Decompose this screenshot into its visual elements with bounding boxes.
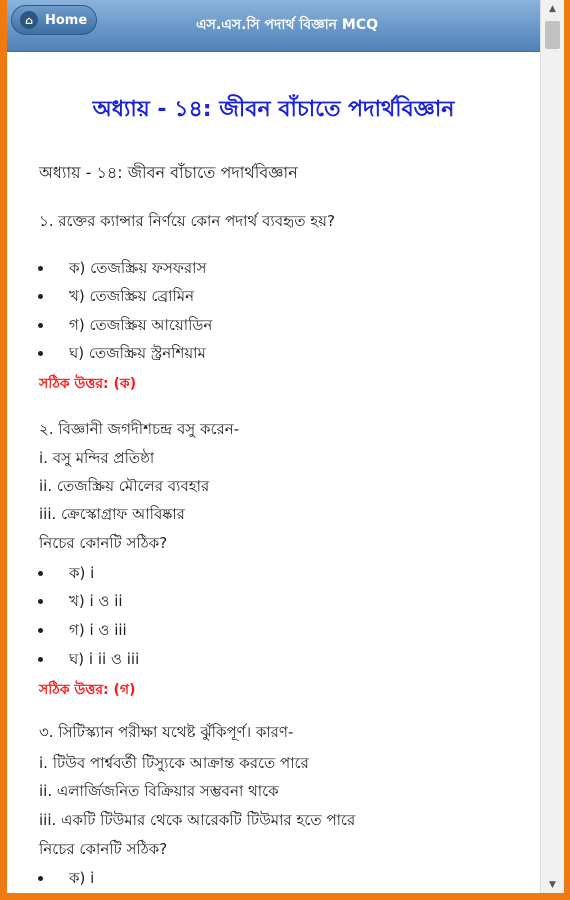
- app-header: [7, 0, 540, 52]
- statement-line: i. বসু মন্দির প্রতিষ্ঠা: [39, 449, 155, 467]
- home-icon: ⌂: [20, 11, 38, 29]
- scroll-up-icon[interactable]: ▲: [549, 3, 556, 14]
- chapter-heading: অধ্যায় - ১৪: জীবন বাঁচাতে পদার্থবিজ্ঞান: [92, 97, 455, 122]
- app-window: [7, 0, 540, 893]
- bullet-icon: [38, 323, 43, 328]
- statement-line: iii. একটি টিউমার থেকে আরেকটি টিউমার হতে পারে: [39, 811, 356, 829]
- option-item: ঘ) i ii ও iii: [38, 648, 139, 673]
- bullet-icon: [38, 876, 43, 881]
- statement-line: ii. তেজস্ক্রিয় মৌলের ব্যবহার: [39, 477, 210, 495]
- bullet-icon: [38, 294, 43, 299]
- question-text: ২. বিজ্ঞানী জগদীশচন্দ্র বসু করেন-: [39, 420, 240, 438]
- statement-line: i. টিউব পার্শ্ববর্তী টিস্যুকে আক্রান্ত করতে পারে: [39, 754, 309, 772]
- correct-answer: সঠিক উত্তর: (ক): [39, 376, 137, 392]
- bullet-icon: [38, 351, 43, 356]
- option-item: ঘ) তেজস্ক্রিয় স্ট্রনশিয়াম: [38, 342, 206, 367]
- home-button[interactable]: [11, 5, 97, 35]
- option-item: ক) i: [38, 562, 94, 587]
- bullet-icon: [38, 599, 43, 604]
- option-item: খ) তেজস্ক্রিয় ব্রোমিন: [38, 285, 194, 310]
- statement-line: ii. এলার্জিজনিত বিক্রিয়ার সম্ভবনা থাকে: [39, 782, 279, 800]
- question-text: ১. রক্তের ক্যান্সার নির্ণয়ে কোন পদার্থ ব্যবহৃত হয়?: [39, 212, 335, 230]
- option-item: ক) তেজস্ক্রিয় ফসফরাস: [38, 257, 206, 282]
- question-prompt: নিচের কোনটি সঠিক?: [39, 840, 168, 858]
- app-title: এস.এস.সি পদার্থ বিজ্ঞান MCQ: [195, 17, 378, 33]
- vertical-scrollbar[interactable]: [540, 0, 564, 893]
- question-prompt: নিচের কোনটি সঠিক?: [39, 534, 168, 552]
- chapter-subheading: অধ্যায় - ১৪: জীবন বাঁচাতে পদার্থবিজ্ঞান: [39, 163, 298, 182]
- scroll-down-icon[interactable]: ▼: [549, 879, 556, 890]
- bullet-icon: [38, 628, 43, 633]
- question-text: ৩. সিটিস্ক্যান পরীক্ষা যথেষ্ট ঝুঁকিপূর্ণ। কারণ-: [39, 723, 294, 741]
- scroll-thumb[interactable]: [545, 21, 560, 49]
- option-item: গ) তেজস্ক্রিয় আয়োডিন: [38, 314, 212, 339]
- option-item: খ) i ও ii: [38, 590, 123, 615]
- statement-line: iii. ক্রেস্কোগ্রাফ আবিষ্কার: [39, 505, 185, 523]
- bullet-icon: [38, 571, 43, 576]
- correct-answer: সঠিক উত্তর: (গ): [39, 682, 136, 698]
- bullet-icon: [38, 266, 43, 271]
- option-item: গ) i ও iii: [38, 619, 127, 644]
- bullet-icon: [38, 657, 43, 662]
- option-item: ক) i: [38, 867, 94, 892]
- home-button-label: Home: [45, 12, 88, 28]
